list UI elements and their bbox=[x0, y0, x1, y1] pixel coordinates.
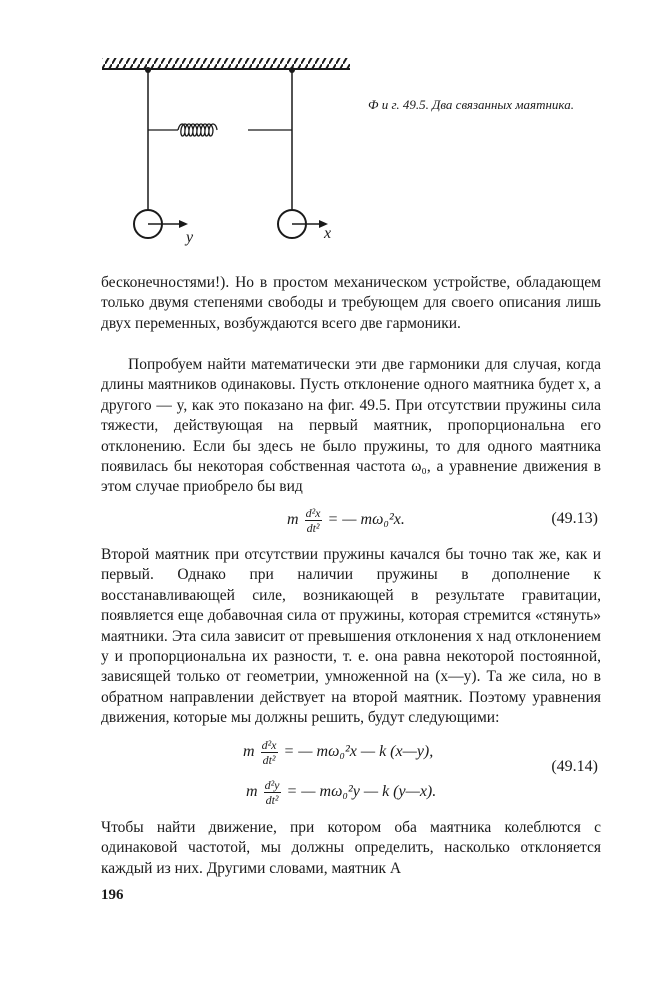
paragraph-4: Чтобы найти движение, при котором оба маятника колеблются с одинаковой частотой, мы должны определить, насколько отклоняется каждый из них. Другими словами, маятник A bbox=[101, 819, 601, 877]
eq2b-numerator: d²y bbox=[264, 778, 280, 792]
equation-49-13 bbox=[101, 498, 601, 540]
coupling-spring bbox=[148, 124, 292, 136]
paragraph-2: Попробуем найти математически эти две гармоники для случая, когда длины маятников одинаковы. Пусть отклонение одного маятника будет x, а другого — y, как это показано на фиг. 49.5. При отсутствии пружины сила тяжести, действующая на первый маятник, пропорциональна его отклонению. Если бы здесь не было пружины, то для одного маятника появилась бы некоторая собственная частота ω₀, а уравнение движения в этом случае приобрело бы вид bbox=[101, 356, 601, 496]
paragraph-1: бесконечностями!). Но в простом механическом устройстве, обладающем только двумя степенями свободы и требующем для своего описания лишь двух переменных, возбуждаются всего две гармоники. bbox=[101, 274, 601, 332]
eq2b-rhs: = — mω₀²y — k (y—x). bbox=[286, 783, 437, 801]
eq2b-fraction bbox=[264, 778, 281, 807]
eq1-denominator: dt² bbox=[306, 521, 320, 535]
paragraph-3-block bbox=[101, 545, 601, 729]
eq2-number: (49.14) bbox=[551, 758, 598, 775]
eq2a-rhs: = — mω₀²x — k (x—y), bbox=[283, 743, 434, 761]
paragraph-1-block bbox=[101, 273, 601, 334]
eq2a-coef: m bbox=[243, 743, 255, 761]
eq2a-fraction bbox=[261, 738, 278, 767]
eq2b-coef: m bbox=[246, 783, 258, 801]
paragraph-2-block bbox=[101, 355, 601, 498]
label-x: x bbox=[324, 225, 332, 242]
paragraph-3: Второй маятник при отсутствии пружины качался бы точно так же, как и первый. Однако при наличии пружины в дополнение к восстанавливающей силе, возникающей в результате гравитации, появляется еще добавочная сила от пружины, которая стремится «стянуть» маятники. Эта сила зависит от превышения отклонения x над отклонением y и пропорциональна их разности, т. е. она равна некоторой постоянной, зависящей только от геометрии, умноженной на (x—y). Та же сила, но в обратном направлении действует на второй маятник. Поэтому уравнения движения, которые мы должны решить, будут следующими: bbox=[101, 546, 601, 727]
eq1-numerator: d²x bbox=[305, 506, 321, 520]
eq2a-numerator: d²x bbox=[261, 738, 277, 752]
eq1-fraction bbox=[305, 506, 322, 535]
label-y: y bbox=[186, 229, 194, 246]
ceiling-support bbox=[102, 58, 350, 69]
figure-caption: Ф и г. 49.5. Два связанных маятника. bbox=[368, 97, 574, 112]
equation-49-14 bbox=[101, 736, 601, 820]
pendulum-bob-right bbox=[278, 210, 328, 238]
pendulum-bob-left bbox=[134, 210, 188, 238]
eq2a-denominator: dt² bbox=[262, 753, 276, 767]
page-number: 196 bbox=[101, 887, 124, 903]
paragraph-4-block bbox=[101, 818, 601, 879]
eq1-rhs: = — mω₀²x. bbox=[327, 511, 405, 529]
eq1-coef: m bbox=[287, 511, 299, 529]
eq2b-denominator: dt² bbox=[265, 793, 279, 807]
eq1-number: (49.13) bbox=[551, 510, 598, 527]
coupled-pendulums-figure bbox=[98, 52, 356, 252]
